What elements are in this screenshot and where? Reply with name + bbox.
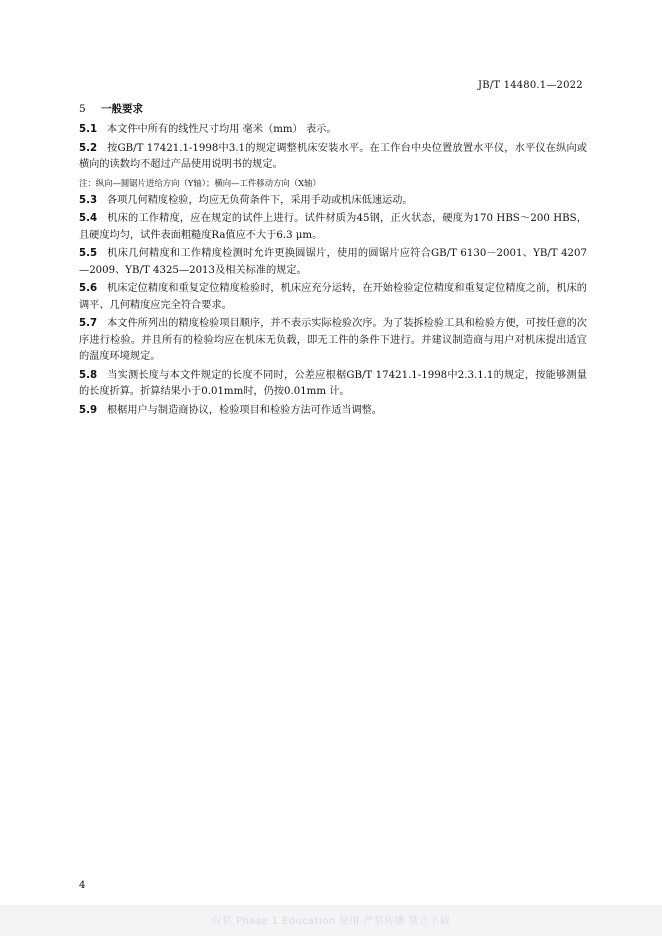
clause-list	[79, 122, 587, 421]
clause-text: 按GB/T 17421.1-1998中3.1的规定调整机床安装水平。在工作台中央位置放置水平仪，水平仪在纵向或横向的读数均不超过产品使用说明书的规定。	[79, 142, 587, 170]
clause-5-8	[79, 368, 587, 401]
clause-number: 5.4	[79, 213, 98, 224]
clause-5-2	[79, 141, 587, 174]
clause-5-3	[79, 193, 587, 210]
watermark: 仅供 Phase 1 Education 使用 严禁传播 禁止下载	[211, 916, 451, 927]
note: 注：纵向—圆锯片进给方向（Y轴）；横向—工件移动方向（X轴）	[79, 177, 321, 188]
clause-text: 本文件中所有的线性尺寸均用 毫米（mm） 表示。	[107, 124, 337, 135]
clause-text: 本文件所列出的精度检验项目顺序，并不表示实际检验次序。为了装拆检验工具和检验方便，可按任意的次序进行检验。并且所有的检验均应在机床无负载，即无工件的条件下进行。并建议制造商与用户对机床提出适宜的温度环境规定。	[79, 318, 587, 362]
clause-text: 机床几何精度和工作精度检测时允许更换圆锯片，使用的圆锯片应符合GB/T 6130－2001、YB/T 4207—2009、YB/T 4325—2013及相关标准的规定。	[79, 248, 587, 276]
standard-number: JB/T 14480.1—2022	[478, 80, 583, 91]
section-number: 5	[79, 103, 86, 115]
clause-5-4	[79, 211, 587, 244]
clause-5-1	[79, 122, 587, 139]
clause-text: 根椐用户与制造商协议，检验项目和检验方法可作适当调整。	[107, 404, 383, 416]
section-title: 一般要求	[101, 103, 143, 115]
clause-number: 5.2	[79, 142, 98, 154]
clause-5-9	[79, 403, 587, 420]
clause-5-7	[79, 316, 587, 366]
clause-5-5	[79, 246, 587, 279]
clause-number: 5.8	[79, 369, 98, 381]
page-number: 4	[79, 880, 86, 891]
clause-number: 5.6	[79, 283, 98, 294]
clause-number: 5.5	[79, 248, 98, 259]
clause-number: 5.7	[79, 318, 98, 329]
section-heading	[79, 101, 143, 116]
clause-number: 5.9	[79, 404, 98, 416]
clause-text: 机床定位精度和重复定位精度检验时，机床应充分运转，在开始检验定位精度和重复定位精度之前，机床的调平、几何精度应完全符合要求。	[79, 283, 587, 311]
clause-text: 当实测长度与本文件规定的长度不同时，公差应根椐GB/T 17421.1-1998中2.3.1.1的规定，按能够测量的长度折算。折算结果小于0.01mm时，仍按0.01mm 计。	[79, 369, 587, 397]
clause-number: 5.3	[79, 194, 98, 206]
clause-text: 机床的工作精度，应在规定的试件上进行。试件材质为45钢，正火状态，硬度为170 HBS～200 HBS，且硬度均匀，试件表面粗糙度Ra值应不大于6.3 μm。	[79, 213, 587, 241]
clause-number: 5.1	[79, 124, 98, 135]
clause-text: 各项几何精度检验，均应无负荷条件下，采用手动或机床低速运动。	[107, 194, 413, 206]
clause-5-6	[79, 281, 587, 314]
